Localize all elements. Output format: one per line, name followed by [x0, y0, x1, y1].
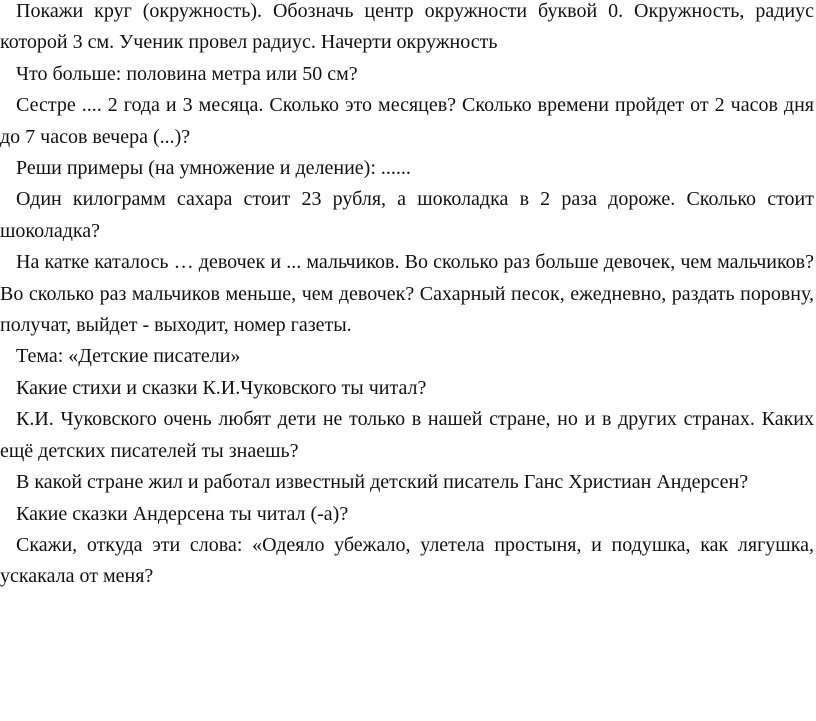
paragraph-topic-heading: Тема: «Детские писатели»	[16, 345, 241, 368]
paragraph-quote-question: Скажи, откуда эти слова: «Одеяло убежало, улетела простыня, и подушка, как лягушка, ускакала от меня?	[0, 533, 814, 588]
paragraph-circle-task: Покажи круг (окружность). Обозначь центр окружности буквой 0. Окружность, радиус которой 3 см. Ученик провел радиус. Начерти окружность	[0, 0, 814, 54]
paragraph-chukovsky-question: Какие стихи и сказки К.И.Чуковского ты читал?	[16, 376, 427, 399]
paragraph-andersen-country-question: В какой стране жил и работал известный детский писатель Ганс Христиан Андерсен?	[16, 471, 749, 494]
paragraph-andersen-tales-question: Какие сказки Андерсена ты читал (-а)?	[16, 502, 349, 525]
paragraph-skating-rink-task: На катке каталось … девочек и ... мальчиков. Во сколько раз больше девочек, чем мальчиков? Во сколько раз мальчиков меньше, чем девочек? Сахарный песок, ежедневно, раздать поровну, получат, выйдет - выходит, номер газеты.	[0, 251, 814, 337]
paragraph-half-meter-question: Что больше: половина метра или 50 см?	[16, 62, 358, 85]
paragraph-sugar-price-task: Один килограмм сахара стоит 23 рубля, а шоколадка в 2 раза дороже. Сколько стоит шоколадка?	[0, 188, 814, 242]
paragraph-chukovsky-popularity: К.И. Чуковского очень любят дети не только в нашей стране, но и в других странах. Каких ещё детских писателей ты знаешь?	[0, 408, 814, 462]
paragraph-sister-age-task: Сестре .... 2 года и 3 месяца. Сколько это месяцев? Сколько времени пройдет от 2 часов дня до 7 часов вечера (...)?	[0, 94, 814, 148]
paragraph-solve-examples: Реши примеры (на умножение и деление): ......	[16, 157, 411, 180]
